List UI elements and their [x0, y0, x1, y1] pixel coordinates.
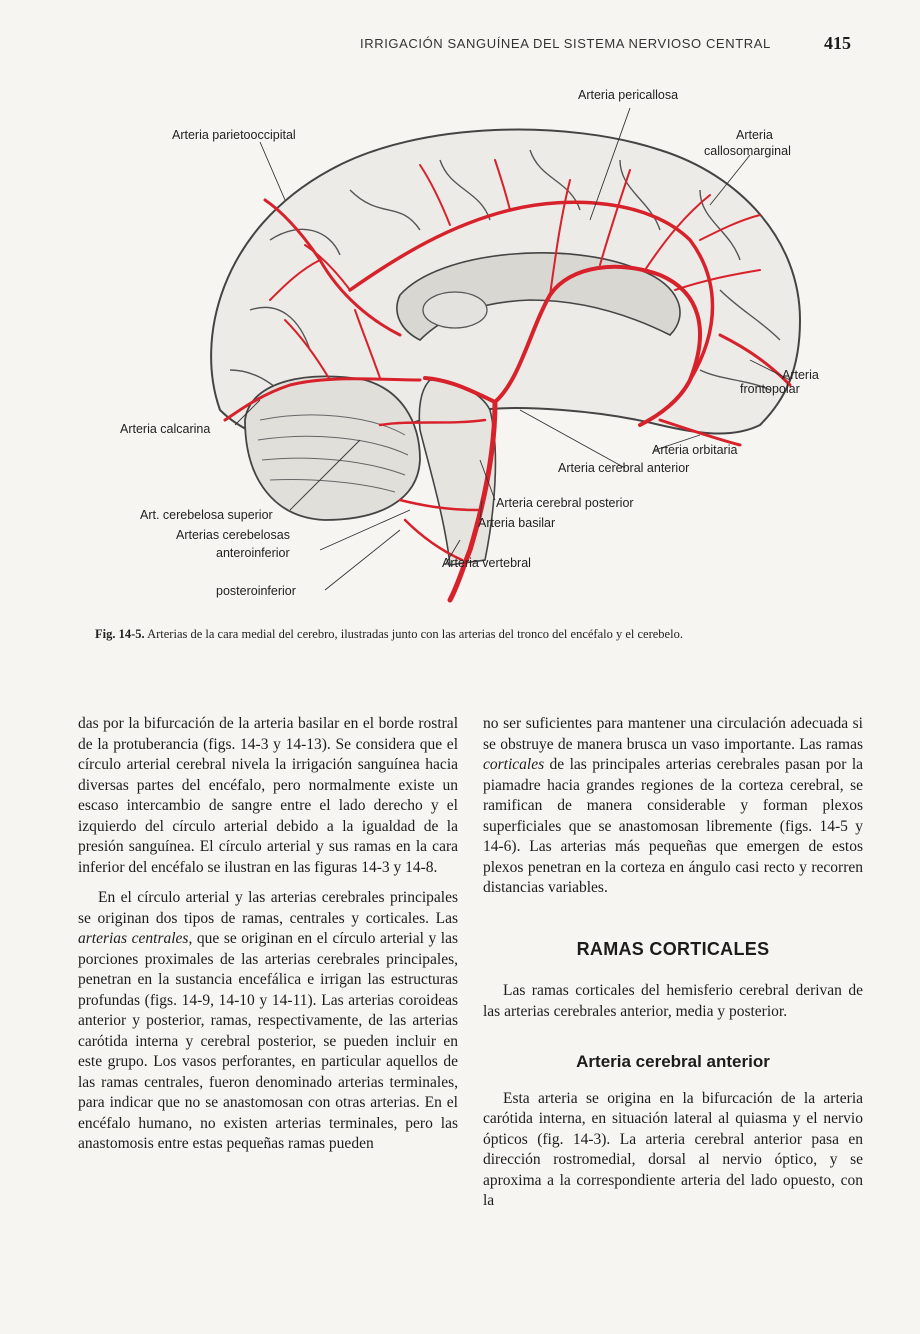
- left-paragraph-2: [78, 888, 458, 1155]
- right-p1-b: de las principales arterias cerebrales pasan por la piamadre hacia grandes regiones de la corteza cerebral, se ramifican de manera considerable y forman plexos superficiales que se anastomosan libremente (figs. 14-5 y 14-6). Las arterias más pequeñas que emergen de estos plexos penetran en la corteza en ángulo casi recto y recorren distancias variables.: [483, 756, 863, 896]
- label-pericallosal: Arteria pericallosa: [578, 88, 679, 102]
- right-p1-italic: corticales: [483, 756, 545, 773]
- left-p2-italic: arterias centrales: [78, 930, 189, 947]
- label-superior-cerebellar: Art. cerebelosa superior: [140, 508, 273, 522]
- right-column: [483, 714, 863, 1212]
- left-p2-a: En el círculo arterial y las arterias cerebrales principales se originan dos tipos de ramas, centrales y corticales. Las: [78, 889, 458, 927]
- label-orbital: Arteria orbitaria: [652, 443, 738, 457]
- label-anterior-cerebral: Arteria cerebral anterior: [558, 461, 690, 475]
- label-frontopolar-1: Arteria: [782, 368, 819, 382]
- brain-arteries-figure: [100, 80, 860, 620]
- label-frontopolar-2: frontopolar: [740, 382, 800, 396]
- label-callosomarginal-1: Arteria: [736, 128, 773, 142]
- figure-caption: [95, 627, 875, 642]
- caption-number: Fig. 14-5.: [95, 627, 145, 641]
- brainstem: [419, 380, 495, 565]
- right-p1-a: no ser suficientes para mantener una circulación adecuada si se obstruye de manera brusca un vaso importante. Las ramas: [483, 715, 863, 753]
- right-paragraph-1: [483, 714, 863, 899]
- subsection-heading-cerebral-anterior: Arteria cerebral anterior: [576, 1052, 770, 1071]
- label-calcarine: Arteria calcarina: [120, 422, 211, 436]
- label-cerebellar-arteries: Arterias cerebelosas: [176, 528, 290, 542]
- page-number: 415: [824, 33, 851, 53]
- left-paragraph-1: das por la bifurcación de la arteria basilar en el borde rostral de la protuberancia (figs. 14-3 y 14-13). Se considera que el círculo arterial cerebral nivela la irrigación sanguínea hacia diversas partes del encéfalo, pero normalmente existe un escaso intercambio de sangre entre el lado derecho y el izquierdo del círculo arterial debido a la igualdad de la presión sanguínea. El círculo arterial y sus ramas en la cara inferior del encéfalo se ilustran en las figuras 14-3 y 14-8.: [78, 715, 458, 876]
- label-posterior-cerebral: Arteria cerebral posterior: [496, 496, 634, 510]
- right-paragraph-2: Las ramas corticales del hemisferio cerebral derivan de las arterias cerebrales anterior, media y posterior.: [483, 982, 863, 1020]
- right-paragraph-3: Esta arteria se origina en la bifurcación de la arteria carótida interna, en situación lateral al quiasma y el nervio ópticos (fig. 14-3). La arteria cerebral anterior pasa en dirección rostromedial, dorsal al nervio óptico, y se aproxima a la correspondiente arteria del lado opuesto, con la: [483, 1089, 863, 1209]
- left-column: [78, 714, 458, 1155]
- thalamus: [423, 292, 487, 328]
- label-anteroinferior: anteroinferior: [216, 546, 290, 560]
- label-callosomarginal-2: callosomarginal: [704, 144, 791, 158]
- label-posteroinferior: posteroinferior: [216, 584, 296, 598]
- left-p2-b: , que se originan en el círculo arterial y las porciones proximales de las arterias cerebrales principales, penetran en la sustancia encefálica e irrigan las estructuras profundas (figs. 14-9, 14-10 y 14-11). Las arterias coroideas anterior y posterior, ramas, respectivamente, de las arterias carótida interna y cerebral posterior, se pueden incluir en este grupo. Los vasos perforantes, en particular aquellos de las ramas centrales, fueron denominado arterias terminales, para indicar que no se anastomosan con otras arterias. En el encéfalo humano, no existen arterias terminales, pero las anastomosis entre estas pequeñas ramas pueden: [78, 930, 458, 1152]
- label-basilar: Arteria basilar: [478, 516, 556, 530]
- running-title: IRRIGACIÓN SANGUÍNEA DEL SISTEMA NERVIOSO CENTRAL: [360, 36, 771, 51]
- label-parietooccipital: Arteria parietooccipital: [172, 128, 296, 142]
- section-heading-ramas-corticales: RAMAS CORTICALES: [576, 938, 770, 959]
- caption-text: Arterias de la cara medial del cerebro, ilustradas junto con las arterias del tronco del encéfalo y el cerebelo.: [147, 627, 683, 641]
- label-vertebral: Arteria vertebral: [442, 556, 531, 570]
- cerebellum: [245, 376, 420, 520]
